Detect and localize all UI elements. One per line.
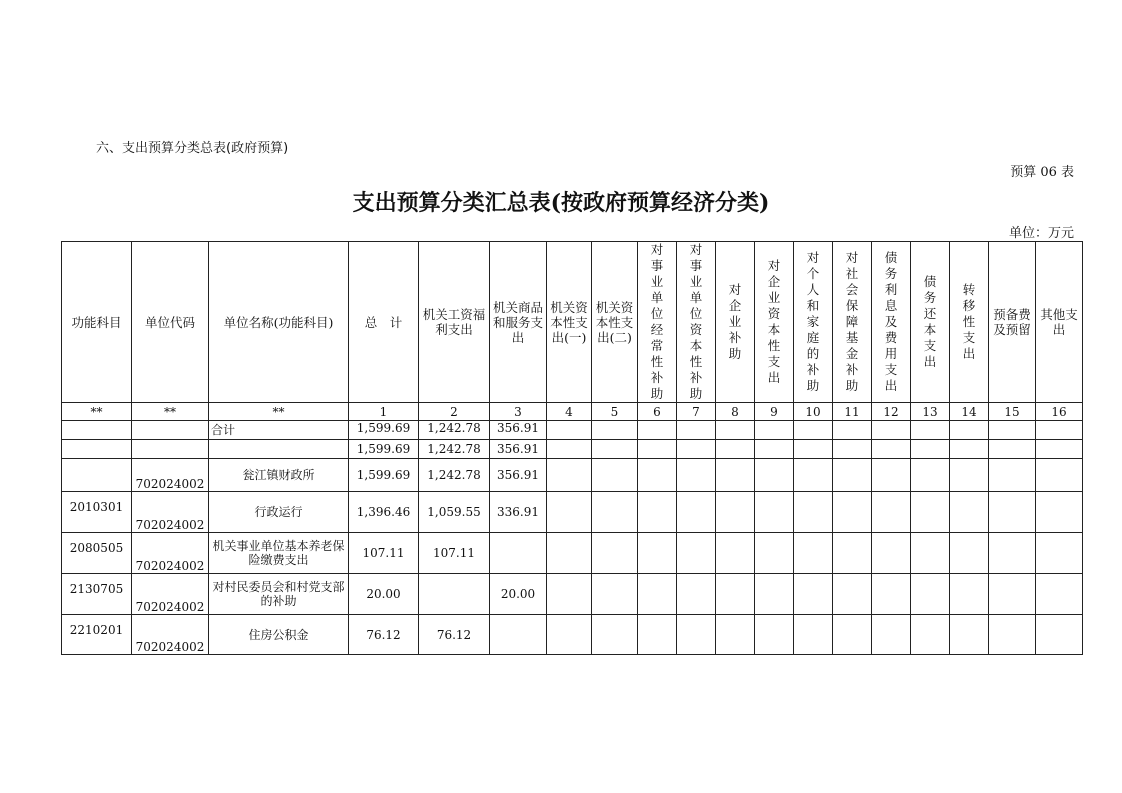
total-cell: 107.11 <box>349 533 419 574</box>
unit-code-cell: 702024002 <box>132 533 209 574</box>
unit-name-cell <box>209 440 349 459</box>
index-cell: ** <box>62 403 132 421</box>
column-header <box>209 242 349 403</box>
unit-label: 单位：万元 <box>1008 226 1074 241</box>
wage-cell: 1,242.78 <box>419 421 490 440</box>
index-cell: 5 <box>592 403 638 421</box>
column-header-label: 其他支出 <box>1040 307 1078 337</box>
column-header <box>950 242 989 403</box>
header-row <box>62 242 1083 403</box>
wage-cell: 107.11 <box>419 533 490 574</box>
column-header-label: 债务利息及费用支出 <box>884 250 898 393</box>
column-header-label: 对个人和家庭的补助 <box>806 250 820 393</box>
index-cell: 11 <box>833 403 872 421</box>
column-header <box>911 242 950 403</box>
table-row <box>62 574 1083 615</box>
column-header-label: 对事业单位资本性补助 <box>689 242 703 401</box>
index-cell: 16 <box>1036 403 1083 421</box>
column-header-label: 功能科目 <box>71 314 122 330</box>
column-header <box>755 242 794 403</box>
func-code-cell: 2010301 <box>62 492 132 533</box>
unit-name-cell: 住房公积金 <box>209 615 349 655</box>
column-header <box>547 242 592 403</box>
page-title: 支出预算分类汇总表(按政府预算经济分类) <box>352 190 770 216</box>
index-cell: ** <box>132 403 209 421</box>
table-row <box>62 440 1083 459</box>
func-code-cell <box>62 421 132 440</box>
index-cell: 14 <box>950 403 989 421</box>
column-header <box>132 242 209 403</box>
column-header-label: 预备费及预留 <box>993 307 1031 337</box>
column-header-label: 机关资本性支出(一) <box>550 299 588 345</box>
index-cell: 12 <box>872 403 911 421</box>
column-header <box>716 242 755 403</box>
column-header-label: 总 计 <box>364 314 403 330</box>
wage-cell: 1,059.55 <box>419 492 490 533</box>
unit-name-cell: 行政运行 <box>209 492 349 533</box>
wage-cell: 76.12 <box>419 615 490 655</box>
index-cell: 2 <box>419 403 490 421</box>
index-cell: 8 <box>716 403 755 421</box>
column-header-label: 单位代码 <box>144 314 195 330</box>
wage-cell: 1,242.78 <box>419 459 490 492</box>
index-cell: 9 <box>755 403 794 421</box>
column-header-label: 对事业单位经常性补助 <box>650 242 664 401</box>
total-cell: 1,599.69 <box>349 421 419 440</box>
column-header-label: 机关资本性支出(二) <box>595 299 634 345</box>
index-cell: ** <box>209 403 349 421</box>
column-header <box>1036 242 1083 403</box>
column-header-label: 单位名称(功能科目) <box>223 314 334 330</box>
column-header <box>419 242 490 403</box>
column-header-label: 转移性支出 <box>962 282 976 361</box>
total-cell: 1,599.69 <box>349 459 419 492</box>
column-header <box>794 242 833 403</box>
column-header-label: 债务还本支出 <box>923 274 937 369</box>
index-cell: 6 <box>638 403 677 421</box>
unit-name-cell: 瓮江镇财政所 <box>209 459 349 492</box>
unit-code-cell: 702024002 <box>132 492 209 533</box>
goods-service-cell: 336.91 <box>490 492 547 533</box>
column-header-label: 机关商品和服务支出 <box>492 299 543 345</box>
unit-name-cell: 机关事业单位基本养老保险缴费支出 <box>209 533 349 574</box>
total-cell: 1,599.69 <box>349 440 419 459</box>
column-header <box>677 242 716 403</box>
func-code-cell: 2080505 <box>62 533 132 574</box>
func-code-cell <box>62 459 132 492</box>
column-header <box>833 242 872 403</box>
unit-code-cell: 702024002 <box>132 574 209 615</box>
index-cell: 1 <box>349 403 419 421</box>
section-title: 六、支出预算分类总表(政府预算) <box>96 141 289 156</box>
goods-service-cell <box>490 533 547 574</box>
index-cell: 4 <box>547 403 592 421</box>
column-header-label: 对社会保障基金补助 <box>845 250 859 393</box>
index-row <box>62 403 1083 421</box>
column-header-label: 机关工资福利支出 <box>422 307 486 337</box>
wage-cell <box>419 574 490 615</box>
goods-service-cell: 20.00 <box>490 574 547 615</box>
func-code-cell: 2130705 <box>62 574 132 615</box>
goods-service-cell <box>490 615 547 655</box>
unit-code-cell <box>132 421 209 440</box>
unit-name-cell: 合计 <box>209 421 349 440</box>
wage-cell: 1,242.78 <box>419 440 490 459</box>
table-number: 预算 06 表 <box>1010 165 1074 180</box>
goods-service-cell: 356.91 <box>490 459 547 492</box>
table-row <box>62 533 1083 574</box>
index-cell: 13 <box>911 403 950 421</box>
unit-code-cell <box>132 440 209 459</box>
unit-code-cell: 702024002 <box>132 459 209 492</box>
table-row <box>62 615 1083 655</box>
column-header <box>62 242 132 403</box>
index-cell: 15 <box>989 403 1036 421</box>
column-header <box>349 242 419 403</box>
total-cell: 76.12 <box>349 615 419 655</box>
index-cell: 10 <box>794 403 833 421</box>
index-cell: 3 <box>490 403 547 421</box>
column-header <box>989 242 1036 403</box>
total-cell: 1,396.46 <box>349 492 419 533</box>
column-header <box>638 242 677 403</box>
func-code-cell <box>62 440 132 459</box>
index-cell: 7 <box>677 403 716 421</box>
func-code-cell: 2210201 <box>62 615 132 655</box>
column-header <box>592 242 638 403</box>
table-row <box>62 421 1083 440</box>
table-row <box>62 492 1083 533</box>
unit-name-cell: 对村民委员会和村党支部的补助 <box>209 574 349 615</box>
goods-service-cell: 356.91 <box>490 421 547 440</box>
unit-code-cell: 702024002 <box>132 615 209 655</box>
column-header-label: 对企业补助 <box>728 282 742 361</box>
goods-service-cell: 356.91 <box>490 440 547 459</box>
total-cell: 20.00 <box>349 574 419 615</box>
table-row <box>62 459 1083 492</box>
column-header-label: 对企业资本性支出 <box>767 258 781 385</box>
column-header <box>490 242 547 403</box>
column-header <box>872 242 911 403</box>
budget-table <box>61 241 1083 655</box>
